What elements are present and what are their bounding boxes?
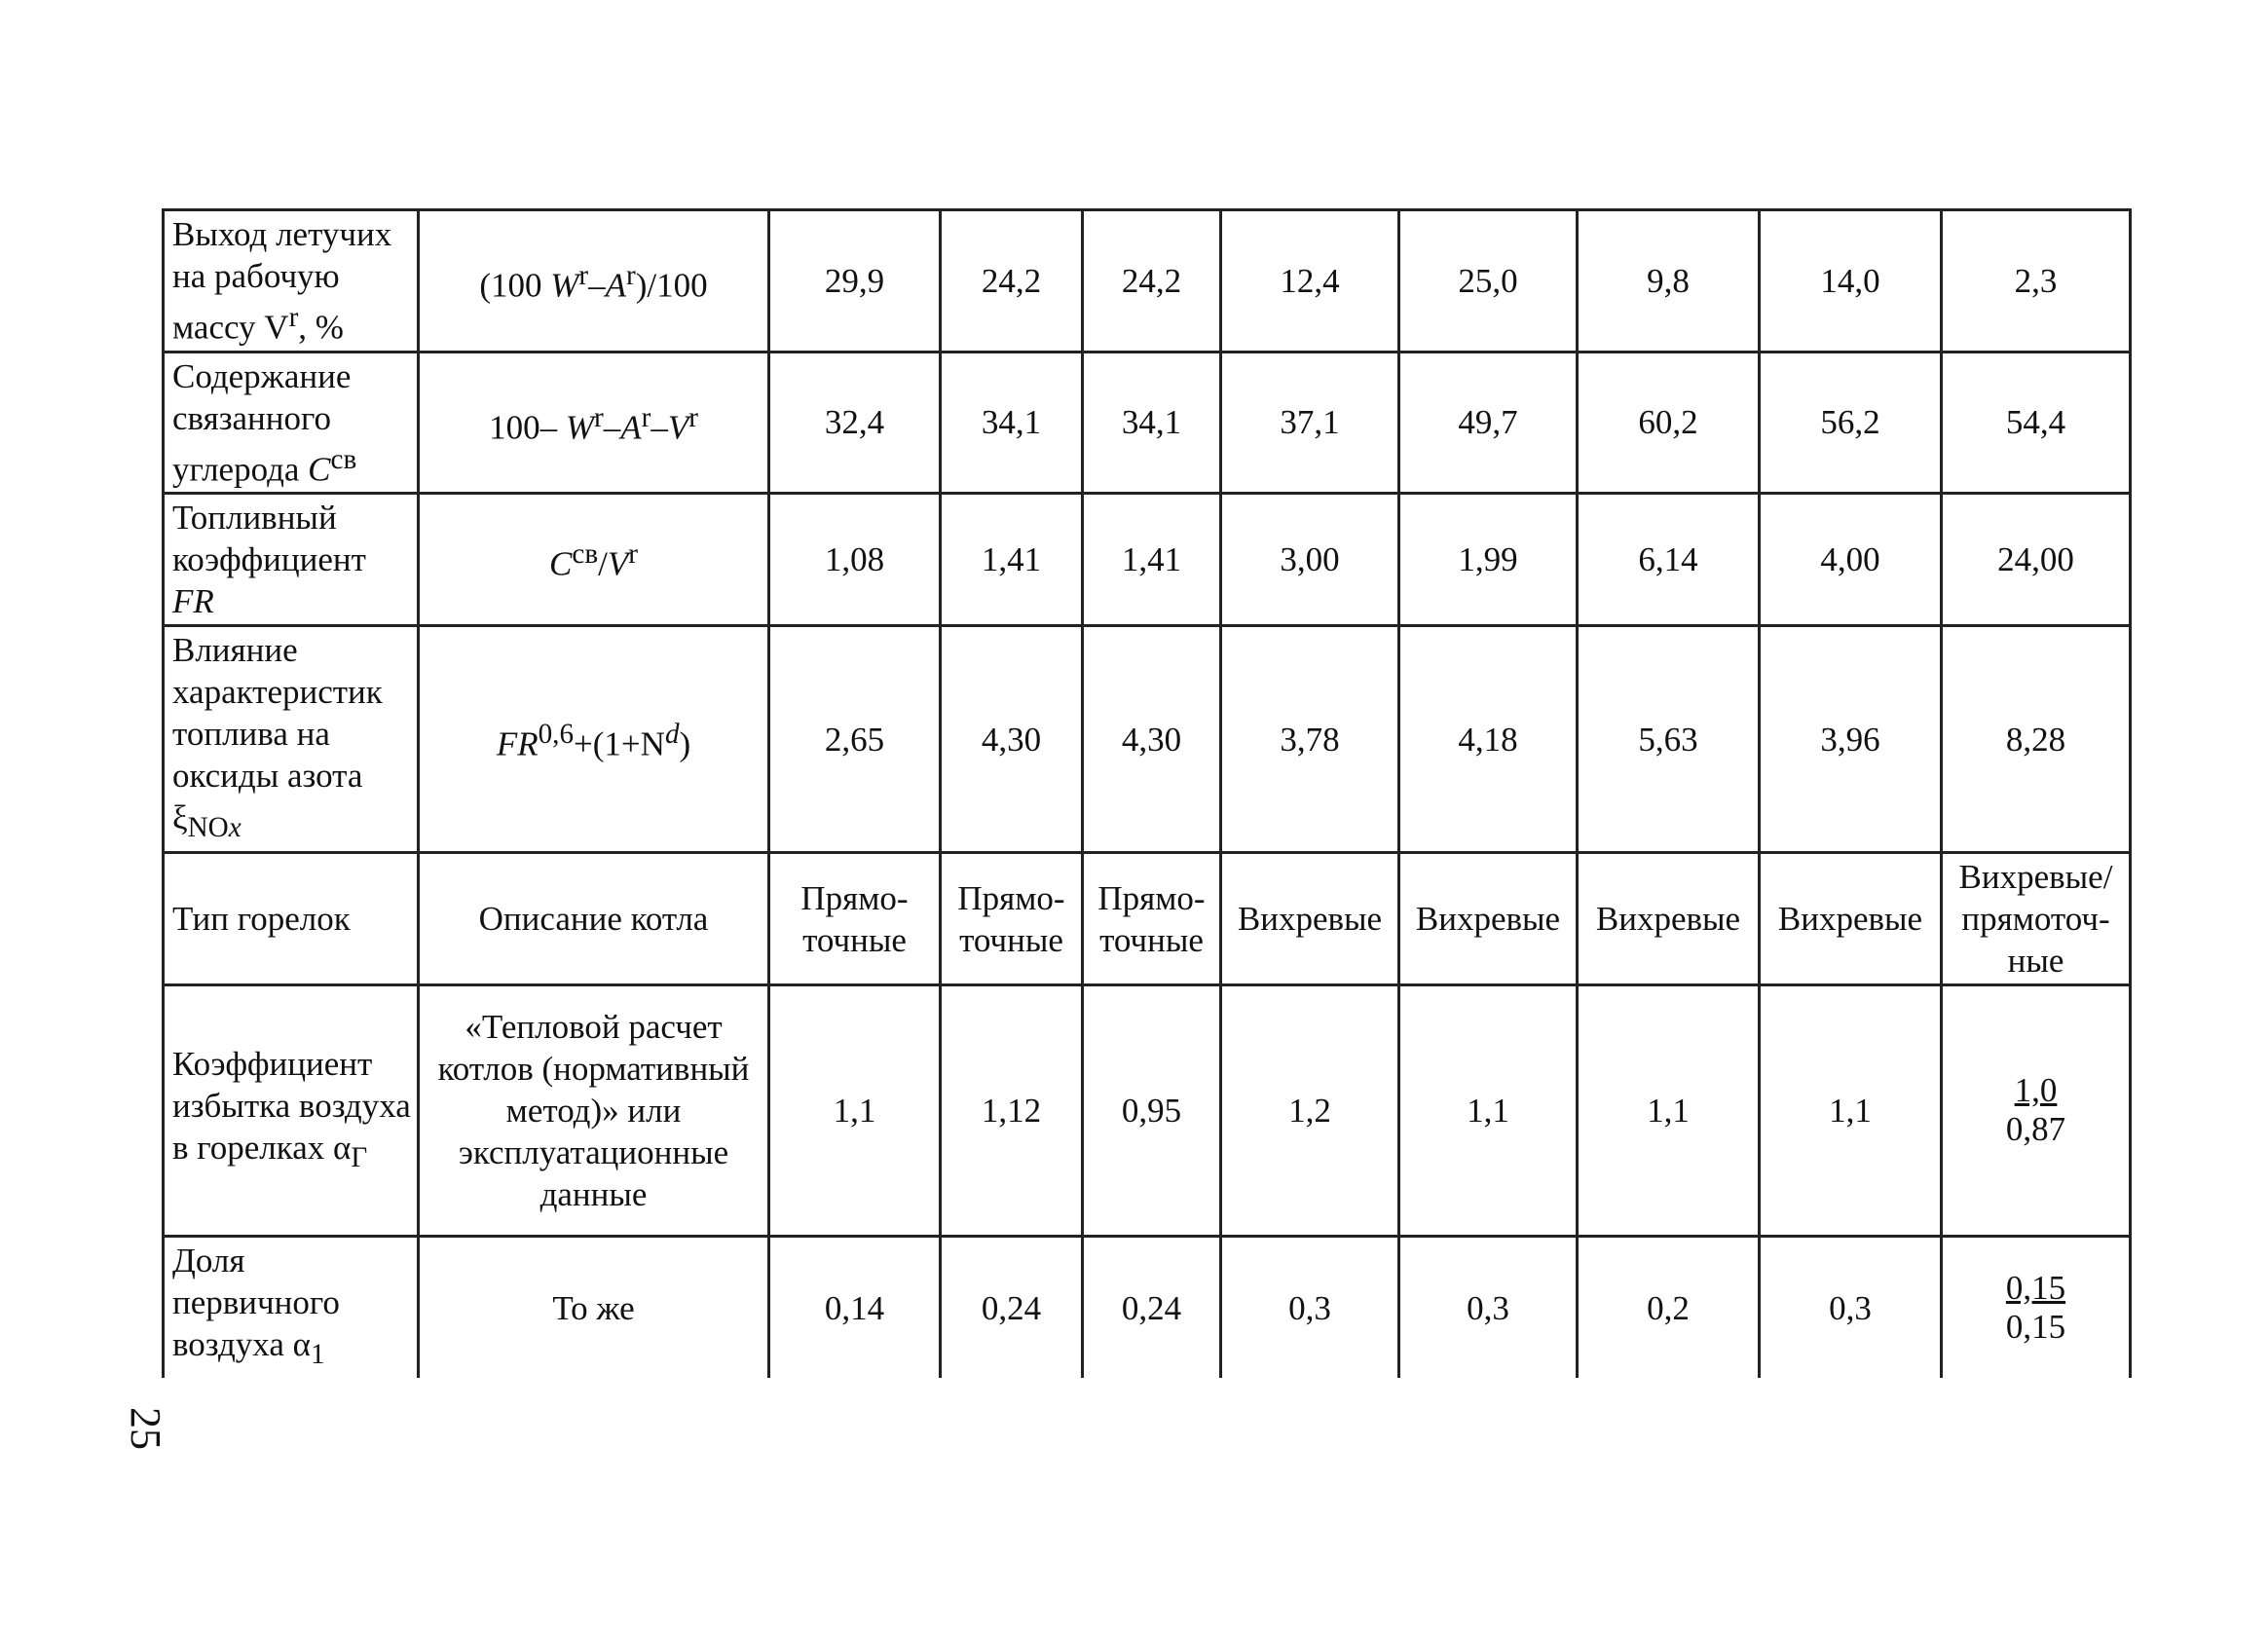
value-cell: 2,65 [769, 626, 941, 853]
value-cell: 8,28 [1942, 626, 2131, 853]
table-row [164, 985, 2131, 1237]
fraction-numerator: 0,15 [2005, 1268, 2066, 1307]
value-cell: 60,2 [1578, 352, 1760, 494]
value-cell: 37,1 [1221, 352, 1399, 494]
value-cell: 1,1 [1399, 985, 1578, 1237]
value-cell: 6,14 [1578, 494, 1760, 626]
value-cell: 56,2 [1760, 352, 1942, 494]
value-cell: 1,12 [941, 985, 1083, 1237]
value-cell: 54,4 [1942, 352, 2131, 494]
value-cell: 4,00 [1760, 494, 1942, 626]
value-cell: 14,0 [1760, 210, 1942, 352]
value-cell: 3,00 [1221, 494, 1399, 626]
fraction-denominator: 0,15 [2005, 1307, 2066, 1346]
parameter-cell: Тип горелок [164, 853, 419, 985]
fraction-value [2006, 1071, 2065, 1149]
value-cell: Прямо-точные [769, 853, 941, 985]
value-cell: 29,9 [769, 210, 941, 352]
value-cell: Вихревые [1221, 853, 1399, 985]
value-cell: 1,1 [1578, 985, 1760, 1237]
value-cell: 2,3 [1942, 210, 2131, 352]
parameter-cell: Доля первичного воздуха $\alpha_1$ [164, 1237, 419, 1379]
value-cell: Вихревые [1399, 853, 1578, 985]
value-cell: 24,2 [941, 210, 1083, 352]
value-cell: 0,24 [1083, 1237, 1221, 1379]
value-cell: Прямо-точные [941, 853, 1083, 985]
value-cell: 1,2 [1221, 985, 1399, 1237]
fraction-denominator: 0,87 [2005, 1110, 2066, 1149]
table-row [164, 1237, 2131, 1379]
formula-cell: $C^{св}/V^r$ [419, 494, 769, 626]
value-cell: Прямо-точные [1083, 853, 1221, 985]
parameters-table [162, 208, 2132, 1378]
value-cell: 0,95 [1083, 985, 1221, 1237]
value-cell: Вихревые/прямоточ-ные [1942, 853, 2131, 985]
value-cell: 0,3 [1399, 1237, 1578, 1379]
table-row [164, 626, 2131, 853]
formula-cell: (100 $W^r-A^r)/100$ [419, 210, 769, 352]
value-cell [1942, 985, 2131, 1237]
value-cell: 49,7 [1399, 352, 1578, 494]
value-cell: 34,1 [941, 352, 1083, 494]
value-cell: Вихревые [1578, 853, 1760, 985]
formula-cell: То же [419, 1237, 769, 1379]
value-cell: 1,1 [769, 985, 941, 1237]
value-cell: 1,41 [1083, 494, 1221, 626]
value-cell: 0,3 [1760, 1237, 1942, 1379]
value-cell: 24,2 [1083, 210, 1221, 352]
parameter-cell: Коэффициент избытка воздуха в горелках $\alpha_Г$ [164, 985, 419, 1237]
value-cell: 1,99 [1399, 494, 1578, 626]
fraction-numerator: 1,0 [2014, 1071, 2058, 1110]
value-cell: 1,41 [941, 494, 1083, 626]
table-row [164, 494, 2131, 626]
formula-cell: 100– $W^r-A^r-V^r$ [419, 352, 769, 494]
value-cell: 0,14 [769, 1237, 941, 1379]
formula-cell: «Тепловой расчет котлов (нормативный метод)» или эксплуатационные данные [419, 985, 769, 1237]
parameter-cell: Топливный коэффициент FR [164, 494, 419, 626]
value-cell: 24,00 [1942, 494, 2131, 626]
table-row [164, 352, 2131, 494]
parameter-cell: Содержание связанного углерода $C^{св}$ [164, 352, 419, 494]
value-cell: 4,18 [1399, 626, 1578, 853]
value-cell: 12,4 [1221, 210, 1399, 352]
parameter-cell: Выход летучих на рабочую массу $V^r$, % [164, 210, 419, 352]
value-cell: 0,2 [1578, 1237, 1760, 1379]
value-cell: 1,08 [769, 494, 941, 626]
value-cell: 32,4 [769, 352, 941, 494]
value-cell: 5,63 [1578, 626, 1760, 853]
fraction-value [2006, 1269, 2065, 1347]
value-cell: 0,3 [1221, 1237, 1399, 1379]
parameter-cell: Влияние характеристик топлива на оксиды азота $\xi_{NOx}$ [164, 626, 419, 853]
value-cell: 1,1 [1760, 985, 1942, 1237]
value-cell: 9,8 [1578, 210, 1760, 352]
page-number: 25 [122, 1407, 169, 1450]
value-cell [1942, 1237, 2131, 1379]
value-cell: 3,96 [1760, 626, 1942, 853]
value-cell: 0,24 [941, 1237, 1083, 1379]
table-row [164, 210, 2131, 352]
table-row [164, 853, 2131, 985]
formula-cell: Описание котла [419, 853, 769, 985]
value-cell: 34,1 [1083, 352, 1221, 494]
value-cell: 25,0 [1399, 210, 1578, 352]
value-cell: 4,30 [941, 626, 1083, 853]
value-cell: 4,30 [1083, 626, 1221, 853]
value-cell: Вихревые [1760, 853, 1942, 985]
formula-cell: $FR^{0,6}+(1+N^d)$ [419, 626, 769, 853]
value-cell: 3,78 [1221, 626, 1399, 853]
